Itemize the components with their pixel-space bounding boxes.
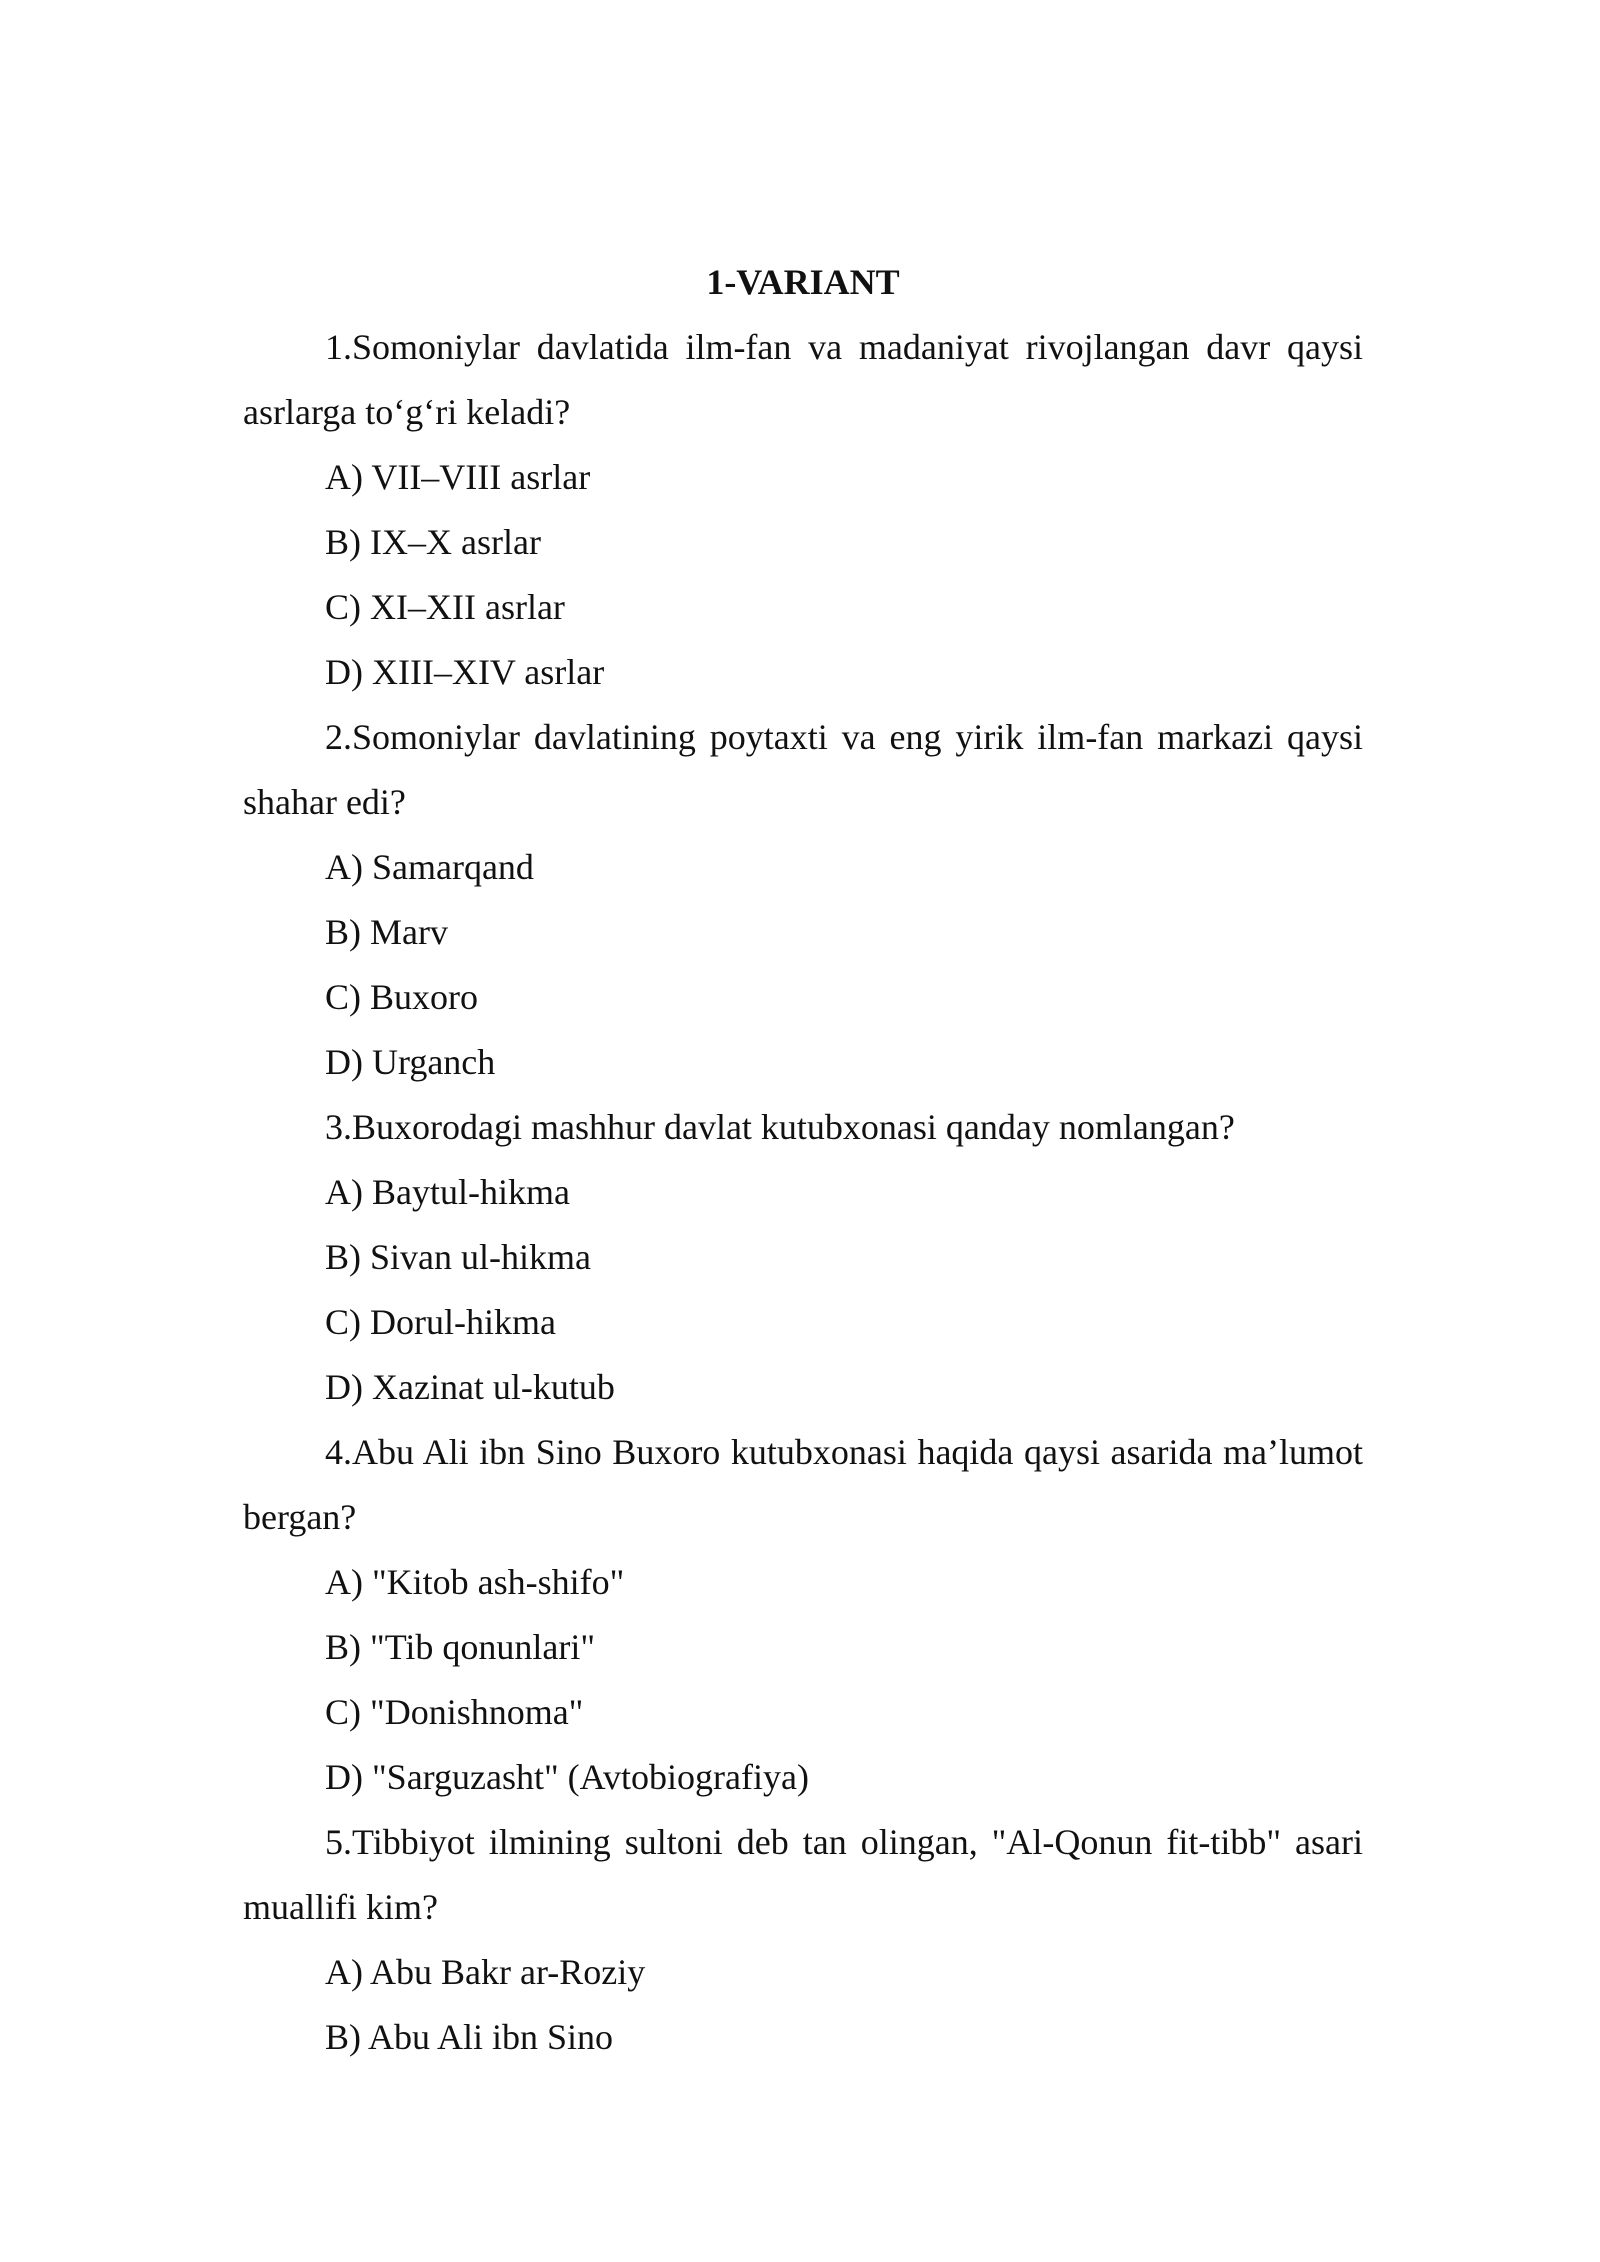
answer-option: B) Abu Ali ibn Sino — [325, 2017, 614, 2057]
answer-option: D) Urganch — [325, 1042, 496, 1082]
answer-option: D) "Sarguzasht" (Avtobiografiya) — [325, 1757, 809, 1797]
answer-option: A) Baytul-hikma — [325, 1172, 570, 1212]
question-block-1 — [243, 315, 1363, 705]
answer-option: C) Buxoro — [325, 977, 478, 1017]
answer-option: C) Dorul-hikma — [325, 1302, 556, 1342]
answer-option: D) XIII–XIV asrlar — [325, 652, 605, 692]
variant-title: 1-VARIANT — [706, 262, 900, 302]
answer-option: B) "Tib qonunlari" — [325, 1627, 596, 1667]
question-text: 4.Abu Ali ibn Sino Buxoro kutubxonasi haqida qaysi asarida ma’lumot bergan? — [243, 1432, 1363, 1537]
question-block-2 — [243, 705, 1363, 1095]
answer-option: A) "Kitob ash-shifo" — [325, 1562, 625, 1602]
question-text: 3.Buxorodagi mashhur davlat kutubxonasi qanday nomlangan? — [325, 1107, 1235, 1147]
answer-option: C) XI–XII asrlar — [325, 587, 565, 627]
question-text: 2.Somoniylar davlatining poytaxti va eng yirik ilm-fan markazi qaysi shahar edi? — [243, 717, 1363, 822]
document-content — [243, 250, 1363, 2070]
answer-option: A) VII–VIII asrlar — [325, 457, 591, 497]
answer-option: B) IX–X asrlar — [325, 522, 541, 562]
answer-option: C) "Donishnoma" — [325, 1692, 584, 1732]
question-block-5 — [243, 1810, 1363, 2070]
answer-option: A) Abu Bakr ar-Roziy — [325, 1952, 646, 1992]
question-block-4 — [243, 1420, 1363, 1810]
answer-option: B) Sivan ul-hikma — [325, 1237, 591, 1277]
answer-option: A) Samarqand — [325, 847, 534, 887]
answer-option: B) Marv — [325, 912, 448, 952]
question-block-3 — [243, 1095, 1363, 1420]
question-text: 5.Tibbiyot ilmining sultoni deb tan olingan, "Al-Qonun fit-tibb" asari muallifi kim? — [243, 1822, 1363, 1927]
answer-option: D) Xazinat ul-kutub — [325, 1367, 615, 1407]
question-text: 1.Somoniylar davlatida ilm-fan va madaniyat rivojlangan davr qaysi asrlarga to‘g‘ri keladi? — [243, 327, 1363, 432]
